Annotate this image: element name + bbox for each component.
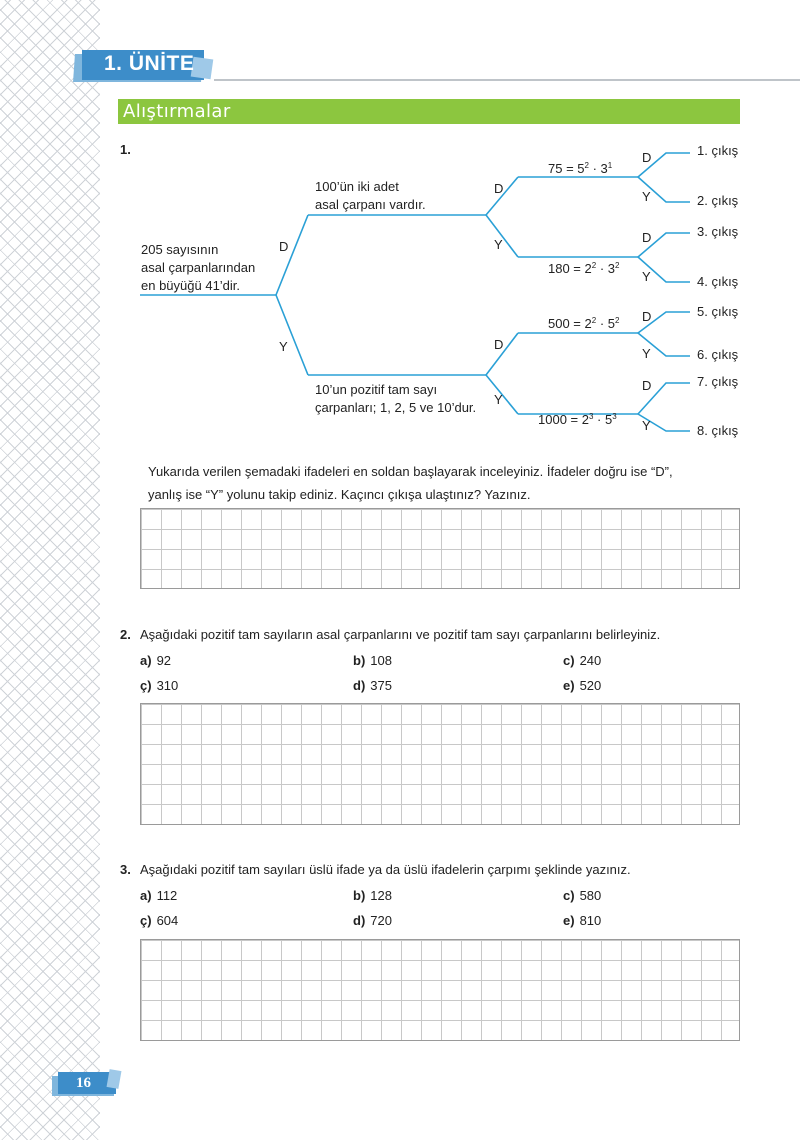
question-3-prompt: Aşağıdaki pozitif tam sayıları üslü ifade ya da üslü ifadelerin çarpımı şeklinde yazınız. [140,862,631,877]
q2-option-cc: ç) 310 [140,678,179,693]
exit-8: 8. çıkış [697,423,739,438]
exit-4: 4. çıkış [697,274,739,289]
lower-statement: 10’un pozitif tam sayı çarpanları; 1, 2, 5 ve 10’dur. [315,382,477,415]
exit-5: 5. çıkış [697,304,739,319]
label-y-root: Y [279,339,288,354]
q2-option-e: e) 520 [563,678,602,693]
answer-grid-1[interactable] [140,508,740,589]
root-statement: 205 sayısının asal çarpanlarından en büyüğü 41’dir. [141,242,256,293]
q2-option-c: c) 240 [563,653,602,668]
answer-grid-2[interactable] [140,703,740,825]
expr-180: $180 = 2^2 \cdot 3^2$ [548,261,620,276]
q3-option-d: d) 720 [353,913,392,928]
q2-option-a: a) 92 [140,653,172,668]
label-d-1000: D [642,378,652,393]
q3-option-b: b) 128 [353,888,392,903]
q3-option-a: a) 112 [140,888,178,903]
label-y-500: Y [642,346,651,361]
expr-1000: $1000 = 2^3 \cdot 5^3$ [538,412,617,427]
label-d-500: D [642,309,652,324]
expr-75: $75 = 5^2 \cdot 3^1$ [548,161,613,176]
page-number: 16 [76,1075,91,1091]
question-3-number: 3. [120,862,131,877]
label-d-lower: D [494,337,504,352]
q3-option-cc: ç) 604 [140,913,179,928]
label-d-root: D [279,239,289,254]
label-y-75: Y [642,189,651,204]
question-1-number: 1. [120,142,131,157]
q2-option-b: b) 108 [353,653,392,668]
label-y-1000: Y [642,418,651,433]
label-y-upper: Y [494,237,503,252]
question-1-instruction: Yukarıda verilen şemadaki ifadeleri en soldan başlayarak inceleyiniz. İfadeler doğru ise “D”, yanlış ise “Y” yolunu takip ediniz. Kaçıncı çıkışa ulaştınız? Yazınız. [148,464,673,502]
unit-label: 1. ÜNİTE [104,52,195,75]
exit-7: 7. çıkış [697,374,739,389]
expr-500: $500 = 2^2 \cdot 5^2$ [548,316,620,331]
answer-grid-3[interactable] [140,939,740,1041]
label-d-180: D [642,230,652,245]
q2-option-d: d) 375 [353,678,392,693]
upper-statement: 100’ün iki adet asal çarpanı vardır. [315,179,426,212]
q3-option-e: e) 810 [563,913,602,928]
label-d-upper: D [494,181,504,196]
tree-edge-d [276,215,308,295]
question-2-number: 2. [120,627,131,642]
label-y-180: Y [642,269,651,284]
exit-3: 3. çıkış [697,224,739,239]
page-number-badge [52,1070,120,1096]
exit-6: 6. çıkış [697,347,739,362]
label-y-lower: Y [494,392,503,407]
exit-1: 1. çıkış [697,143,739,158]
exit-2: 2. çıkış [697,193,739,208]
q3-option-c: c) 580 [563,888,602,903]
label-d-75: D [642,150,652,165]
tree-edge-y [276,295,308,375]
question-2-prompt: Aşağıdaki pozitif tam sayıların asal çarpanlarını ve pozitif tam sayı çarpanlarını belirleyiniz. [140,627,661,642]
section-title: Alıştırmalar [123,101,231,122]
